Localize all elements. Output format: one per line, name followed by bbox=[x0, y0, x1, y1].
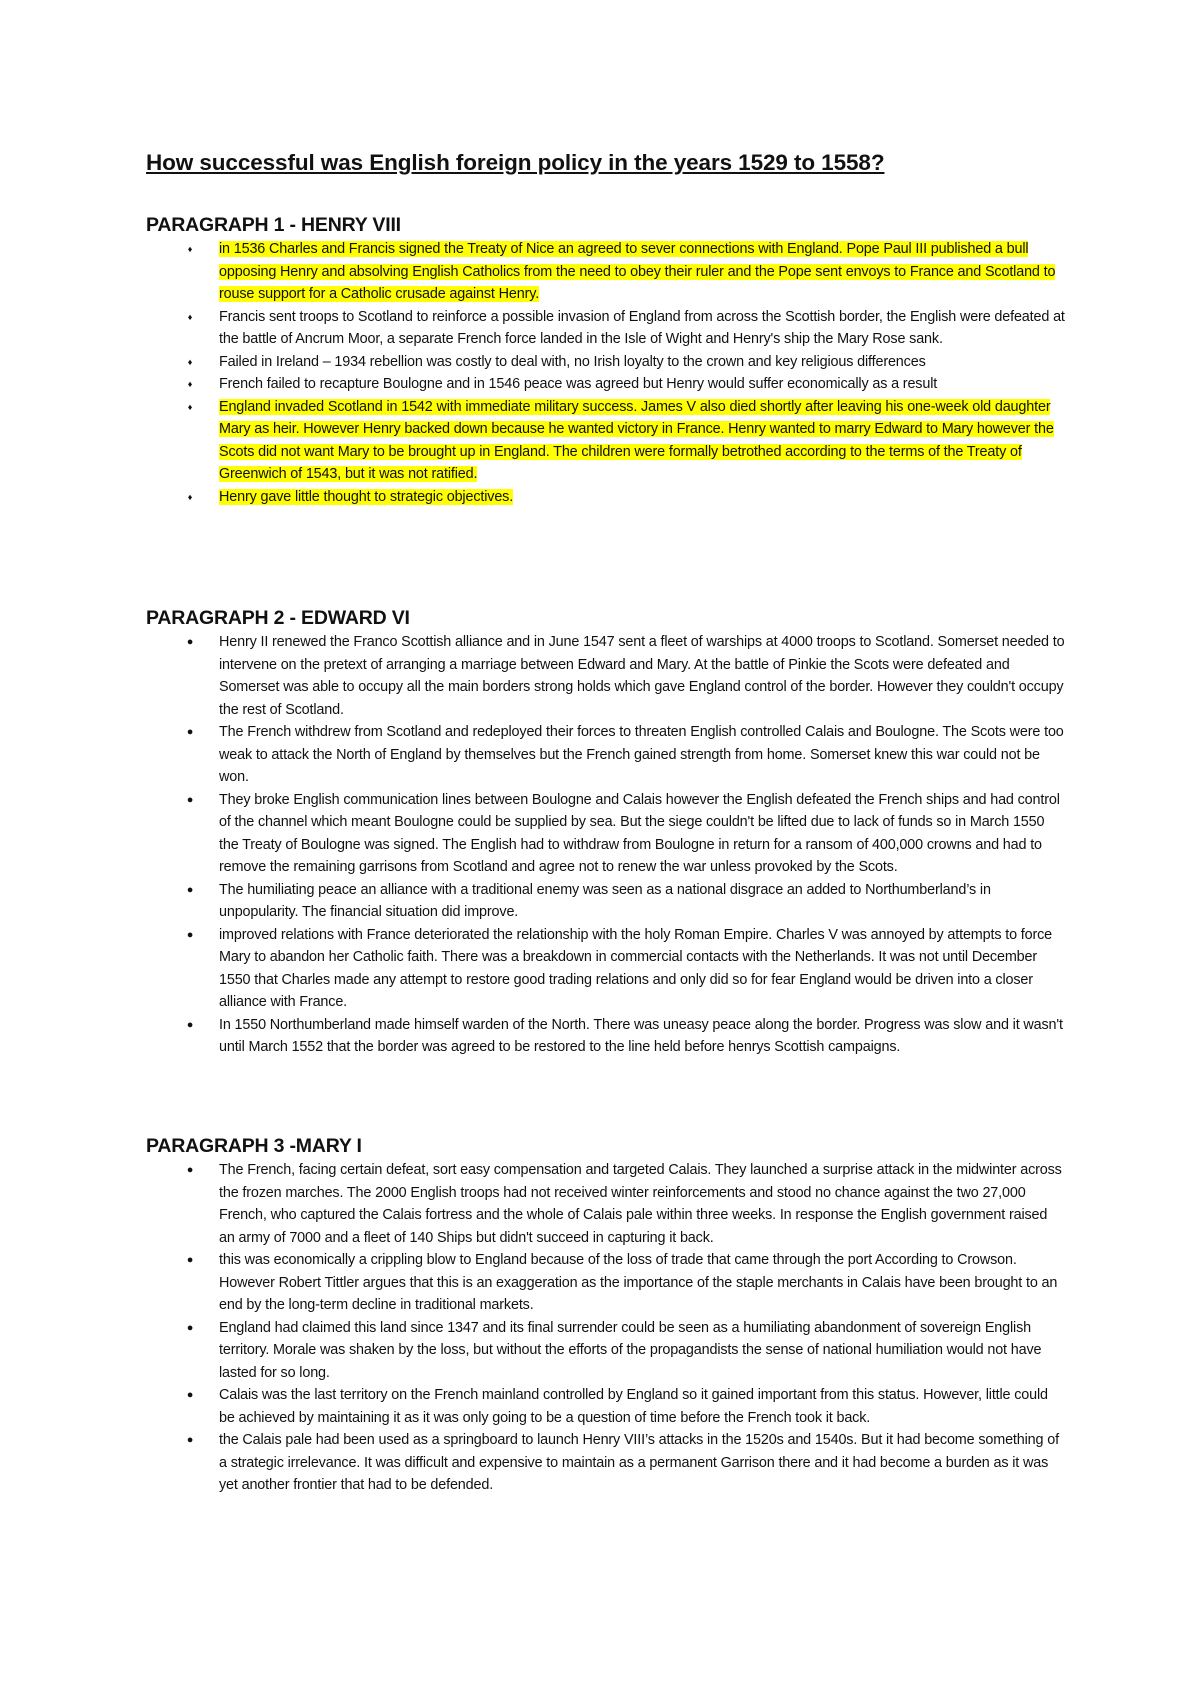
item-text: the Calais pale had been used as a springboard to launch Henry VIII’s attacks in the 1520s and 1540s. But it had become something of a strategic irrelevance. It was difficult and expensive to maintain as a permanent Garrison there and it had become a burden as it was yet another frontier that had to be defended. bbox=[219, 1432, 1059, 1493]
list-item bbox=[146, 1159, 1066, 1249]
list-item bbox=[146, 1014, 1066, 1059]
list-item bbox=[146, 396, 1066, 486]
list-item bbox=[146, 1429, 1066, 1497]
highlighted-text: in 1536 Charles and Francis signed the Treaty of Nice an agreed to sever connections with England. Pope Paul III published a bull opposing Henry and absolving English Catholics from the need to obey their ruler and the Pope sent envoys to France and Scotland to rouse support for a Catholic crusade against Henry. bbox=[219, 241, 1056, 302]
list-item bbox=[146, 1384, 1066, 1429]
bullet-diamond-icon: ♦ bbox=[187, 401, 193, 412]
list-item bbox=[146, 924, 1066, 1014]
item-text: Failed in Ireland – 1934 rebellion was costly to deal with, no Irish loyalty to the crown and key religious differences bbox=[219, 353, 926, 370]
item-text: this was economically a crippling blow to England because of the loss of trade that came through the port According to Crowson. However Robert Tittler argues that this is an exaggeration as the importance of the staple merchants in Calais have been brought to an end by the long-term decline in traditional markets. bbox=[219, 1252, 1058, 1313]
item-text: Calais was the last territory on the French mainland controlled by England so it gained important from this status. However, little could be achieved by maintaining it as it was only going to be a question of time before the French took it back. bbox=[219, 1387, 1048, 1426]
item-text: Francis sent troops to Scotland to reinforce a possible invasion of England from across the Scottish border, the English were defeated at the battle of Ancrum Moor, a separate French force landed in the Isle of Wight and Henry's ship the Mary Rose sank. bbox=[219, 308, 1065, 347]
item-text: Henry II renewed the Franco Scottish alliance and in June 1547 sent a fleet of warships at 4000 troops to Scotland. Somerset needed to intervene on the pretext of arranging a marriage between Edward and Mary. At the battle of Pinkie the Scots were defeated and Somerset was able to occupy all the main borders strong holds which gave England control of the border. However they couldn't occupy the rest of Scotland. bbox=[219, 634, 1065, 718]
bullet-diamond-icon: ♦ bbox=[187, 491, 193, 502]
bullet-dot-icon: ● bbox=[186, 928, 194, 941]
bullet-dot-icon: ● bbox=[186, 1434, 194, 1446]
list-item bbox=[146, 1249, 1066, 1317]
list-item bbox=[146, 306, 1066, 351]
bullet-diamond-icon: ♦ bbox=[187, 379, 193, 389]
list-item bbox=[146, 486, 1066, 509]
bullet-list bbox=[146, 1159, 1066, 1497]
section-heading: PARAGRAPH 3 -MARY I bbox=[146, 1135, 362, 1157]
highlighted-text: Henry gave little thought to strategic objectives. bbox=[219, 488, 514, 505]
list-item bbox=[146, 789, 1066, 879]
list-item bbox=[146, 879, 1066, 924]
highlighted-text: England invaded Scotland in 1542 with immediate military success. James V also died shortly after leaving his one-week old daughter Mary as heir. However Henry backed down because he wanted victory in France. Henry wanted to marry Edward to Mary however the Scots did not want Mary to be brought up in England. The children were formally betrothed according to the terms of the Treaty of Greenwich of 1543, but it was not ratified. bbox=[219, 398, 1054, 482]
list-item bbox=[146, 351, 1066, 374]
item-text: The humiliating peace an alliance with a traditional enemy was seen as a national disgrace an added to Northumberland’s in unpopularity. The financial situation did improve. bbox=[219, 881, 991, 920]
bullet-diamond-icon: ♦ bbox=[187, 244, 193, 254]
list-item bbox=[146, 238, 1066, 306]
list-item bbox=[146, 373, 1066, 396]
item-text: French failed to recapture Boulogne and in 1546 peace was agreed but Henry would suffer economically as a result bbox=[219, 376, 938, 392]
document-title: How successful was English foreign policy in the years 1529 to 1558? bbox=[146, 150, 885, 175]
bullet-dot-icon: ● bbox=[186, 1254, 194, 1266]
section-mary-i bbox=[146, 1133, 1066, 1497]
bullet-dot-icon: ● bbox=[186, 793, 194, 806]
bullet-dot-icon: ● bbox=[186, 1018, 194, 1031]
section-heading: PARAGRAPH 1 - HENRY VIII bbox=[146, 214, 401, 236]
bullet-dot-icon: ● bbox=[186, 636, 194, 648]
item-text: improved relations with France deteriorated the relationship with the holy Roman Empire. Charles V was annoyed by attempts to force Mary to abandon her Catholic faith. There was a breakdown in commercial contacts with the Netherlands. It was not until December 1550 that Charles made any attempt to restore good trading relations and only did so for fear England would be driven into a closer alliance with France. bbox=[219, 926, 1053, 1010]
bullet-list bbox=[146, 631, 1066, 1059]
bullet-diamond-icon: ♦ bbox=[187, 356, 193, 367]
bullet-dot-icon: ● bbox=[186, 1321, 194, 1334]
item-text: The French withdrew from Scotland and redeployed their forces to threaten English controlled Calais and Boulogne. The Scots were too weak to attack the North of England by themselves but the French gained strength from home. Somerset knew this war could not be won. bbox=[219, 724, 1064, 785]
bullet-dot-icon: ● bbox=[186, 1389, 194, 1401]
section-edward-vi bbox=[146, 605, 1066, 1059]
item-text: In 1550 Northumberland made himself warden of the North. There was uneasy peace along the border. Progress was slow and it wasn't until March 1552 that the border was agreed to be restored to the line held before henrys Scottish campaigns. bbox=[219, 1016, 1063, 1055]
bullet-dot-icon: ● bbox=[186, 1164, 194, 1176]
bullet-list bbox=[146, 238, 1066, 508]
item-text: England had claimed this land since 1347 and its final surrender could be seen as a humiliating abandonment of sovereign English territory. Morale was shaken by the loss, but without the efforts of the propagandists the sense of national humiliation would not have lasted for so long. bbox=[219, 1319, 1042, 1381]
list-item bbox=[146, 631, 1066, 721]
bullet-dot-icon: ● bbox=[186, 726, 194, 738]
list-item bbox=[146, 721, 1066, 789]
bullet-diamond-icon: ♦ bbox=[187, 311, 193, 322]
item-text: The French, facing certain defeat, sort easy compensation and targeted Calais. They launched a surprise attack in the midwinter across the frozen marches. The 2000 English troops had not received winter reinforcements and stood no chance against the two 27,000 French, who captured the Calais fortress and the whole of Calais pale within three weeks. In response the English government raised an army of 7000 and a fleet of 140 Ships but didn't succeed in capturing it back. bbox=[219, 1162, 1062, 1246]
item-text: They broke English communication lines between Boulogne and Calais however the English defeated the French ships and had control of the channel which meant Boulogne could be supplied by sea. But the siege couldn't be lifted due to lack of funds so in March 1550 the Treaty of Boulogne was signed. The English had to withdraw from Boulogne in return for a ransom of 400,000 crowns and had to remove the remaining garrisons from Scotland and agree not to renew the war unless provoked by the Scots. bbox=[219, 791, 1060, 875]
list-item bbox=[146, 1317, 1066, 1385]
bullet-dot-icon: ● bbox=[186, 883, 194, 896]
section-heading: PARAGRAPH 2 - EDWARD VI bbox=[146, 607, 410, 629]
section-henry-viii bbox=[146, 212, 1066, 508]
